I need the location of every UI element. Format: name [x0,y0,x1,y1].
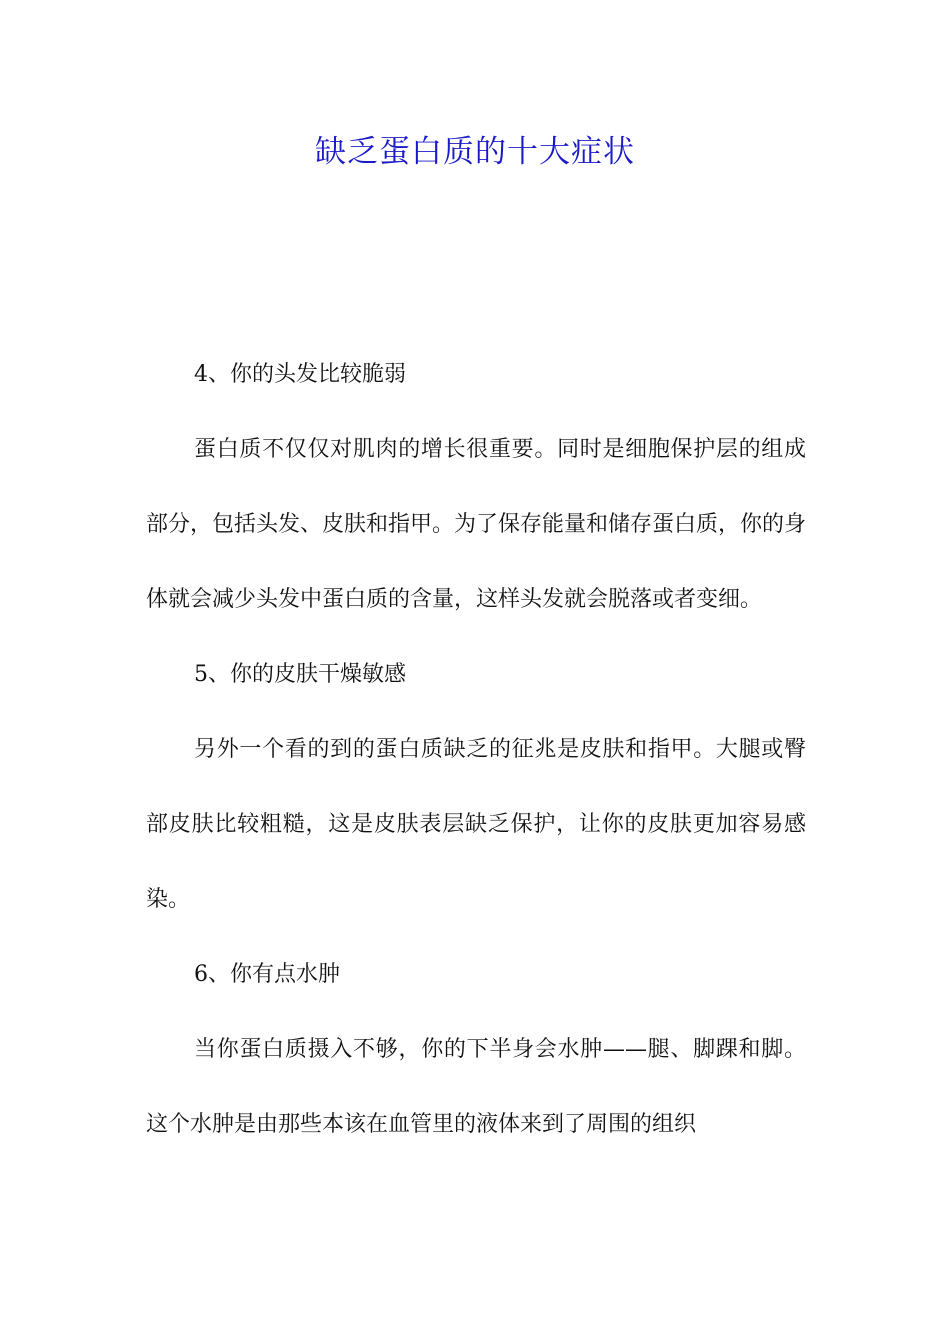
paragraph-edema: 当你蛋白质摄入不够，你的下半身会水肿——腿、脚踝和脚。这个水肿是由那些本该在血管里的液体来到了周围的组织 [146,1037,806,1137]
document-title: 缺乏蛋白质的十大症状 [315,134,635,170]
section-heading-hair: 4、你的头发比较脆弱 [194,362,406,387]
document-body [146,337,806,1162]
paragraph-skin: 另外一个看的到的蛋白质缺乏的征兆是皮肤和指甲。大腿或臀部皮肤比较粗糙，这是皮肤表层缺乏保护，让你的皮肤更加容易感染。 [146,737,806,912]
paragraph-hair: 蛋白质不仅仅对肌肉的增长很重要。同时是细胞保护层的组成部分，包括头发、皮肤和指甲。为了保存能量和储存蛋白质，你的身体就会减少头发中蛋白质的含量，这样头发就会脱落或者变细。 [146,437,807,612]
section-heading-skin: 5、你的皮肤干燥敏感 [194,662,406,687]
section-heading-edema: 6、你有点水肿 [194,962,340,987]
